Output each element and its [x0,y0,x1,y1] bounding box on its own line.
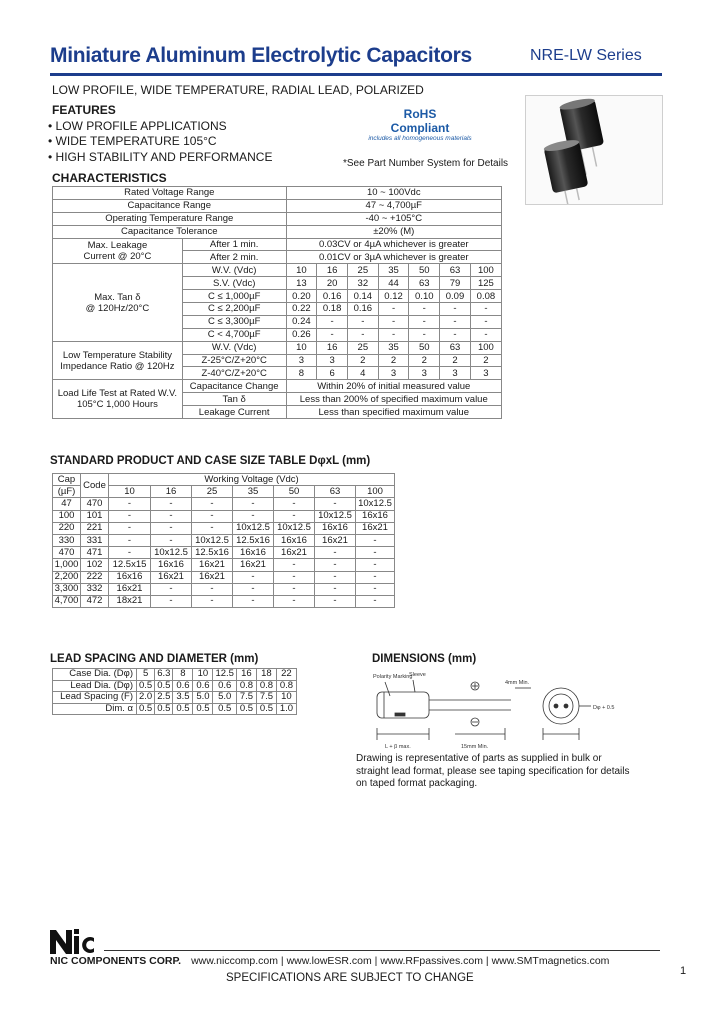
case-size-cell: - [356,595,395,607]
part-number-note: *See Part Number System for Details [343,158,509,169]
leakage-label-line: Max. Leakage [87,239,148,251]
table-cell: 0.22 [286,303,317,316]
characteristics-heading: CHARACTERISTICS [52,171,167,185]
cap-cell: 47 [53,498,81,510]
length-label: L + β max. [385,744,411,750]
case-size-cell: - [109,510,151,522]
company-urls[interactable]: www.niccomp.com | www.lowESR.com | www.RFpassives.com | www.SMTmagnetics.com [191,955,610,967]
standard-product-body [53,498,395,608]
product-photo [525,95,663,205]
table-cell: 16 [317,264,348,277]
case-size-cell: 16x21 [192,571,233,583]
lead-min2-label: 4mm Min. [505,680,530,686]
temperature-label: Operating Temperature Range [53,212,287,225]
lead-value-cell: 0.8 [256,680,276,692]
features-list [48,119,272,165]
lead-value-cell: 7.5 [236,692,256,704]
table-cell: - [470,328,501,341]
table-cell: 4 [347,367,378,380]
capacitance-value: 47 ~ 4,700µF [286,199,501,212]
table-row [53,534,395,546]
rohs-compliant: Compliant [390,121,450,135]
loadlife-row-label: Tan δ [182,393,286,406]
table-row [53,380,502,393]
table-cell: 2 [347,354,378,367]
table-row [53,583,395,595]
lead-spacing-table [52,668,297,715]
lead-row-label: Lead Dia. (Dφ) [53,680,137,692]
table-cell: 125 [470,277,501,290]
table-cell: 0.16 [347,303,378,316]
cap-cell: 330 [53,534,81,546]
table-cell: 0.24 [286,315,317,328]
table-row [53,547,395,559]
standard-product-table [52,473,395,608]
dimensions-heading: DIMENSIONS (mm) [372,653,477,665]
table-row [53,264,502,277]
rated-voltage-label: Rated Voltage Range [53,187,287,200]
case-size-cell: 16x21 [274,547,315,559]
table-cell: 3 [409,367,440,380]
sleeve-label: Sleeve [409,672,426,678]
table-cell: - [378,328,409,341]
case-size-cell: - [233,583,274,595]
table-cell: 3 [317,354,348,367]
table-cell: 63 [440,341,471,354]
case-size-cell: 16x16 [151,559,192,571]
lead-spacing-heading: LEAD SPACING AND DIAMETER (mm) [50,653,259,665]
case-size-cell: - [315,583,356,595]
case-size-cell: 10x12.5 [192,534,233,546]
case-size-cell: 10x12.5 [315,510,356,522]
case-size-cell: 16x21 [192,559,233,571]
case-size-cell: - [151,583,192,595]
lead-value-cell: 0.6 [193,680,213,692]
loadlife-label [53,380,183,419]
lead-value-cell: 6.3 [155,669,173,681]
table-cell: 10 [286,264,317,277]
case-size-cell: - [356,534,395,546]
case-size-cell: 16x21 [109,583,151,595]
table-cell: 2 [378,354,409,367]
working-voltage-header: Working Voltage (Vdc) [109,474,395,486]
series-name: NRE-LW Series [530,47,642,64]
table-row [53,703,297,715]
lead-value-cell: 5 [137,669,155,681]
footer-line [50,955,609,967]
voltage-header: 63 [315,486,356,498]
capacitor-image [526,96,662,204]
dimensions-drawing [355,664,655,752]
table-cell: 0.12 [378,290,409,303]
case-size-cell: 16x21 [315,534,356,546]
lowtemp-label-line: Low Temperature Stability [62,349,172,361]
tan-c3-label: C ≤ 3,300µF [182,315,286,328]
case-size-cell: - [151,510,192,522]
tolerance-label: Capacitance Tolerance [53,225,287,238]
company-name: NIC COMPONENTS CORP. [50,955,182,967]
case-size-cell: - [109,547,151,559]
case-size-cell: - [274,595,315,607]
cap-cell: 1,000 [53,559,81,571]
table-row [53,341,502,354]
leakage-label [53,238,183,264]
table-cell: 0.20 [286,290,317,303]
voltage-header: 100 [356,486,395,498]
lead-spacing-body [53,669,297,715]
page-number: 1 [680,965,687,977]
code-cell: 332 [81,583,109,595]
table-row [53,187,502,200]
loadlife-row-value: Less than specified maximum value [286,406,501,419]
lead-value-cell: 0.5 [213,703,237,715]
cap-cell: 4,700 [53,595,81,607]
loadlife-row-label: Leakage Current [182,406,286,419]
table-cell: - [409,303,440,316]
lead-value-cell: 12.5 [213,669,237,681]
table-cell: 20 [317,277,348,290]
cap-unit-header: (µF) [53,486,81,498]
case-size-cell: 12.5x16 [192,547,233,559]
table-cell: 63 [440,264,471,277]
table-cell: - [440,315,471,328]
case-size-cell: - [192,595,233,607]
case-size-cell: - [109,498,151,510]
table-cell: - [409,315,440,328]
case-size-cell: 10x12.5 [151,547,192,559]
table-row [53,669,297,681]
code-cell: 470 [81,498,109,510]
table-cell: 32 [347,277,378,290]
table-cell: 6 [317,367,348,380]
case-size-cell: - [192,510,233,522]
nic-logo [48,926,96,956]
lead-value-cell: 0.5 [155,703,173,715]
case-size-cell: - [356,571,395,583]
case-size-cell: - [315,498,356,510]
table-cell: 0.10 [409,290,440,303]
voltage-header: 16 [151,486,192,498]
leakage-after1-value: 0.03CV or 4µA whichever is greater [286,238,501,251]
footer-divider [104,950,660,951]
loadlife-label-line: 105°C 1,000 Hours [76,399,158,411]
table-cell: 8 [286,367,317,380]
case-size-cell: - [192,522,233,534]
leakage-after1-label: After 1 min. [182,238,286,251]
case-size-cell: 12.5x16 [233,534,274,546]
lead-value-cell: 0.8 [236,680,256,692]
tan-label-line: @ 120Hz/20°C [85,302,150,314]
lead-row-label: Dim. α [53,703,137,715]
table-cell: 3 [470,367,501,380]
case-size-cell: 10x12.5 [233,522,274,534]
table-cell: 35 [378,341,409,354]
code-cell: 222 [81,571,109,583]
table-cell: - [347,328,378,341]
case-size-cell: - [233,595,274,607]
voltage-header: 35 [233,486,274,498]
rohs-note: includes all homogeneous materials [368,135,472,142]
table-cell: 50 [409,341,440,354]
table-cell: 16 [317,341,348,354]
product-subtitle: LOW PROFILE, WIDE TEMPERATURE, RADIAL LEAD, POLARIZED [52,83,424,97]
lowtemp-label [53,341,183,380]
lead-value-cell: 0.5 [155,680,173,692]
lead-value-cell: 3.5 [173,692,193,704]
lead-value-cell: 7.5 [256,692,276,704]
lead-value-cell: 0.5 [173,703,193,715]
table-cell: - [470,303,501,316]
lead-value-cell: 0.5 [256,703,276,715]
lead-row-label: Case Dia. (Dφ) [53,669,137,681]
case-size-cell: - [151,522,192,534]
code-cell: 471 [81,547,109,559]
case-size-cell: - [151,534,192,546]
spec-notice: SPECIFICATIONS ARE SUBJECT TO CHANGE [226,972,474,984]
table-cell: - [347,315,378,328]
cap-cell: 220 [53,522,81,534]
case-size-cell: - [192,498,233,510]
loadlife-row-label: Capacitance Change [182,380,286,393]
leakage-label-line: Current @ 20°C [83,250,152,262]
case-size-cell: - [151,498,192,510]
table-cell: - [317,328,348,341]
table-cell: 2 [470,354,501,367]
table-cell: 3 [378,367,409,380]
table-cell: - [440,328,471,341]
case-size-cell: - [356,547,395,559]
tan-c1-label: C ≤ 1,000µF [182,290,286,303]
cap-cell: 2,200 [53,571,81,583]
table-cell: 25 [347,341,378,354]
case-size-cell: - [274,498,315,510]
table-row [53,595,395,607]
lead-value-cell: 0.5 [137,703,155,715]
table-cell: 0.18 [317,303,348,316]
cap-column-header [53,474,81,486]
feature-item: • HIGH STABILITY AND PERFORMANCE [48,149,273,164]
voltage-header: 25 [192,486,233,498]
table-cell: 100 [470,341,501,354]
lead-value-cell: 5.0 [213,692,237,704]
table-cell: 2 [409,354,440,367]
lead-value-cell: 5.0 [193,692,213,704]
standard-product-heading: STANDARD PRODUCT AND CASE SIZE TABLE DφxL (mm) [50,455,371,467]
lead-value-cell: 16 [236,669,256,681]
tan-c4-label: C < 4,700µF [182,328,286,341]
code-cell: 221 [81,522,109,534]
case-size-cell: - [315,559,356,571]
voltage-header: 50 [274,486,315,498]
table-cell: - [378,303,409,316]
case-size-cell: - [109,522,151,534]
lead-min-label: 15mm Min. [461,744,489,750]
code-cell: 331 [81,534,109,546]
features-heading: FEATURES [52,103,116,117]
table-cell: 2 [440,354,471,367]
rohs-badge [360,107,480,142]
tan-sv-label: S.V. (Vdc) [182,277,286,290]
leakage-after2-value: 0.01CV or 3µA whichever is greater [286,251,501,264]
table-row [53,559,395,571]
lead-row-label: Lead Spacing (F) [53,692,137,704]
cap-cell: 100 [53,510,81,522]
table-cell: 0.14 [347,290,378,303]
lowtemp-label-line: Impedance Ratio @ 120Hz [60,360,175,372]
case-size-cell: 10x12.5 [274,522,315,534]
table-row [53,510,395,522]
tan-wv-label: W.V. (Vdc) [182,264,286,277]
case-size-cell: 16x16 [356,510,395,522]
table-cell: - [409,328,440,341]
temperature-value: -40 ~ +105°C [286,212,501,225]
lead-value-cell: 2.0 [137,692,155,704]
feature-item: • LOW PROFILE APPLICATIONS [48,119,227,133]
case-size-cell: 16x16 [274,534,315,546]
lead-value-cell: 0.5 [193,703,213,715]
case-size-cell: - [274,571,315,583]
rated-voltage-value: 10 ~ 100Vdc [286,187,501,200]
case-size-cell: 12.5x15 [109,559,151,571]
case-size-cell: - [356,583,395,595]
title-divider [50,73,662,76]
case-size-cell: - [109,534,151,546]
lead-value-cell: 10 [193,669,213,681]
case-size-cell: - [233,571,274,583]
table-cell: 63 [409,277,440,290]
rohs-line: RoHS [403,107,437,121]
lead-value-cell: 18 [256,669,276,681]
table-row [53,238,502,251]
polarity-label: Polarity Marking [373,674,413,680]
table-cell: 35 [378,264,409,277]
table-row [53,225,502,238]
case-size-cell: - [356,559,395,571]
table-row [53,692,297,704]
table-cell: 0.16 [317,290,348,303]
table-cell: - [317,315,348,328]
case-size-cell: 16x21 [233,559,274,571]
code-column-header: Code [81,474,109,498]
lowtemp-z25-label: Z-25°C/Z+20°C [182,354,286,367]
lead-value-cell: 0.5 [137,680,155,692]
case-size-cell: 16x16 [233,547,274,559]
lead-value-cell: 0.8 [276,680,296,692]
lead-value-cell: 1.0 [276,703,296,715]
page-title: Miniature Aluminum Electrolytic Capacitors [50,44,472,67]
tan-c2-label: C ≤ 2,200µF [182,303,286,316]
table-cell: 44 [378,277,409,290]
table-row [53,680,297,692]
table-header-row [53,474,395,486]
case-size-cell: 10x12.5 [356,498,395,510]
table-cell: 100 [470,264,501,277]
lead-value-cell: 0.5 [236,703,256,715]
table-cell: 0.09 [440,290,471,303]
case-size-cell: 18x21 [109,595,151,607]
table-row [53,522,395,534]
case-size-cell: - [315,547,356,559]
table-cell: 0.08 [470,290,501,303]
diameter-label: Dφ + 0.5 [593,705,615,711]
case-size-cell: - [274,510,315,522]
table-cell: 3 [286,354,317,367]
lowtemp-z40-label: Z-40°C/Z+20°C [182,367,286,380]
loadlife-label-line: Load Life Test at Rated W.V. [57,388,178,400]
table-row [53,571,395,583]
lead-value-cell: 22 [276,669,296,681]
table-cell: - [378,315,409,328]
leakage-after2-label: After 2 min. [182,251,286,264]
case-size-cell: - [274,583,315,595]
case-size-cell: 16x21 [151,571,192,583]
characteristics-table [52,186,502,419]
code-cell: 472 [81,595,109,607]
cap-cell: 3,300 [53,583,81,595]
dimensions-note: Drawing is representative of parts as supplied in bulk or straight lead format, please see taping specification for details on taped format packaging. [356,753,630,790]
table-row [53,498,395,510]
table-cell: 3 [440,367,471,380]
table-row [53,199,502,212]
case-size-cell: 16x21 [356,522,395,534]
cap-header-line: Cap [57,473,76,485]
table-cell: 13 [286,277,317,290]
lead-value-cell: 0.6 [173,680,193,692]
table-cell: 25 [347,264,378,277]
lead-value-cell: 10 [276,692,296,704]
table-cell: 79 [440,277,471,290]
code-cell: 102 [81,559,109,571]
case-size-cell: - [274,559,315,571]
lead-value-cell: 2.5 [155,692,173,704]
lowtemp-wv-label: W.V. (Vdc) [182,341,286,354]
case-size-cell: - [151,595,192,607]
table-cell: - [470,315,501,328]
tan-label-line: Max. Tan δ [94,291,141,303]
table-cell: - [440,303,471,316]
code-cell: 101 [81,510,109,522]
case-size-cell: - [192,583,233,595]
case-size-cell: 16x16 [109,571,151,583]
cap-cell: 470 [53,547,81,559]
lead-value-cell: 8 [173,669,193,681]
case-size-cell: 16x16 [315,522,356,534]
lead-value-cell: 0.6 [213,680,237,692]
voltage-header: 10 [109,486,151,498]
case-size-cell: - [233,498,274,510]
table-row [53,212,502,225]
tolerance-value: ±20% (M) [286,225,501,238]
case-size-cell: - [315,595,356,607]
tan-label [53,264,183,341]
case-size-cell: - [315,571,356,583]
table-cell: 50 [409,264,440,277]
table-cell: 10 [286,341,317,354]
case-size-cell: - [233,510,274,522]
feature-item: • WIDE TEMPERATURE 105°C [48,134,217,149]
table-cell: 0.26 [286,328,317,341]
loadlife-row-value: Less than 200% of specified maximum value [286,393,501,406]
capacitance-label: Capacitance Range [53,199,287,212]
loadlife-row-value: Within 20% of initial measured value [286,380,501,393]
